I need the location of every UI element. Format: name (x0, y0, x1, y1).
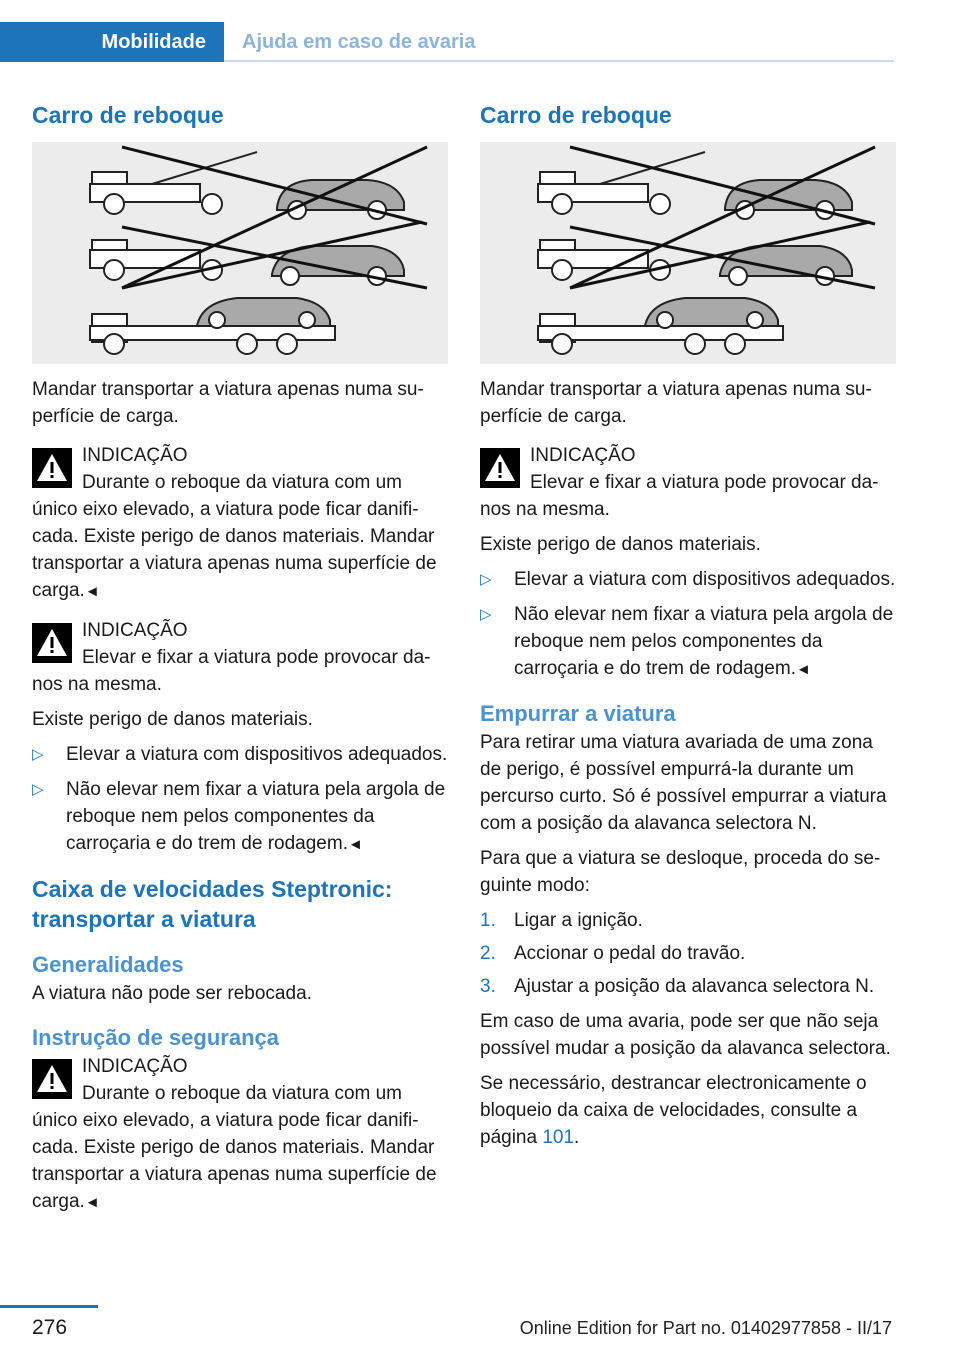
empurrar-paragraph-3: Em caso de uma avaria, pode ser que não seja possível mudar a posição da alavanca selectora. (480, 1011, 891, 1059)
list-item: ▷ Não elevar nem fixar a viatura pela argola de reboque nem pelos componentes da carroçaria e do trem de rodagem.◄ (480, 601, 896, 683)
warning-text: único eixo elevado, a viatura pode ficar danificada. Existe perigo de danos materiais. Mandar transportar a viatura apenas numa superfície de carga.◄ (32, 1110, 437, 1212)
subsection-title-empurrar: Empurrar a viatura (480, 701, 676, 726)
subsection-title-seguranca: Instrução de segurança (32, 1025, 279, 1050)
warning-label: INDICAÇÃO (82, 1056, 188, 1077)
bullet-list (32, 741, 448, 858)
section-title-carro-reboque: Carro de reboque (32, 102, 224, 128)
warning-label: INDICAÇÃO (82, 620, 188, 641)
list-item: 2. Accionar o pedal do travão. (480, 943, 746, 964)
warning-first-line: Durante o reboque da viatura com um (82, 1083, 403, 1104)
warning-triangle-icon (32, 623, 72, 663)
warning-text: único eixo elevado, a viatura pode ficar danificada. Existe perigo de danos materiais. Mandar transportar a viatura apenas numa superfície de carga.◄ (32, 499, 437, 601)
tab-mobilidade[interactable]: Mobilidade (0, 22, 224, 62)
subsection-title-generalidades: Generalidades (32, 952, 184, 977)
risk-text: Existe perigo de danos materiais. (480, 534, 761, 555)
section-title-steptronic: Caixa de velocidades Steptronic: transportar a viatura (32, 876, 393, 932)
warning-triangle-icon (32, 448, 72, 488)
list-item: ▷ Elevar a viatura com dispositivos adequados. (32, 741, 448, 768)
tow-truck-diagram-icon (32, 142, 448, 364)
triangle-bullet-icon: ▷ (480, 606, 492, 623)
steps-list (480, 907, 896, 1000)
warning-first-line: Elevar e fixar a viatura pode provocar da- (530, 472, 879, 493)
caption-text: Mandar transportar a viatura apenas numa superfície de carga. (32, 379, 424, 427)
caption-text: Mandar transportar a viatura apenas numa superfície de carga. (480, 379, 872, 427)
warning-notice-2 (32, 617, 448, 698)
warning-triangle-icon (480, 448, 520, 488)
end-marker: ◄ (795, 661, 811, 678)
tow-truck-illustration (480, 142, 896, 364)
list-item: ▷ Elevar a viatura com dispositivos adequados. (480, 566, 896, 593)
warning-triangle-icon (32, 1059, 72, 1099)
warning-first-line: Elevar e fixar a viatura pode provocar da- (82, 647, 431, 668)
warning-first-line: Durante o reboque da viatura com um (82, 472, 403, 493)
right-column (480, 100, 896, 1159)
header-divider (224, 60, 894, 62)
tow-truck-illustration (32, 142, 448, 364)
end-marker: ◄ (347, 836, 363, 853)
triangle-bullet-icon: ▷ (32, 781, 44, 798)
section-title-carro-reboque: Carro de reboque (480, 102, 672, 128)
warning-text: nos na mesma. (480, 499, 610, 520)
triangle-bullet-icon: ▷ (480, 571, 492, 588)
footer-divider (0, 1305, 98, 1308)
triangle-bullet-icon: ▷ (32, 746, 44, 763)
warning-notice-1 (480, 442, 896, 523)
page-link-101[interactable]: 101 (542, 1127, 575, 1148)
end-marker: ◄ (84, 1194, 100, 1211)
left-column (32, 100, 448, 1224)
list-item: 1. Ligar a ignição. (480, 910, 643, 931)
end-marker: ◄ (84, 583, 100, 600)
empurrar-paragraph-1: Para retirar uma viatura avariada de uma zona de perigo, é possível empurrá-la durante um percurso curto. Só é possível empurrar a viatura com a posição da alavanca selectora N. (480, 732, 887, 834)
risk-text: Existe perigo de danos materiais. (32, 709, 313, 730)
page-number: 276 (32, 1316, 68, 1339)
warning-label: INDICAÇÃO (82, 445, 188, 466)
bullet-list (480, 566, 896, 683)
tow-truck-diagram-icon (480, 142, 896, 364)
page-header (0, 0, 960, 64)
warning-notice-1 (32, 442, 448, 605)
empurrar-paragraph-4: Se necessário, destrancar electronicamente o bloqueio da caixa de velocidades, consulte a página 101. (480, 1073, 867, 1148)
edition-info: Online Edition for Part no. 01402977858 - II/17 (519, 1318, 892, 1338)
list-item: ▷ Não elevar nem fixar a viatura pela argola de reboque nem pelos componentes da carroçaria e do trem de rodagem.◄ (32, 776, 448, 858)
list-item: 3. Ajustar a posição da alavanca selectora N. (480, 976, 875, 997)
generalidades-text: A viatura não pode ser rebocada. (32, 983, 312, 1004)
warning-notice-3 (32, 1053, 448, 1216)
warning-label: INDICAÇÃO (530, 445, 636, 466)
empurrar-paragraph-2: Para que a viatura se desloque, proceda do seguinte modo: (480, 848, 881, 896)
tab-ajuda-avaria[interactable]: Ajuda em caso de avaria (242, 30, 476, 53)
warning-text: nos na mesma. (32, 674, 162, 695)
